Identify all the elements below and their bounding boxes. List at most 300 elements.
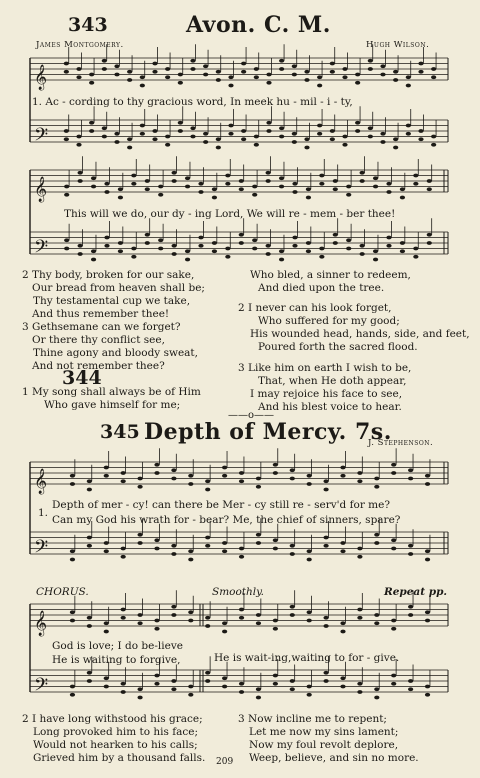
chorus-lyric-c: He is wait-ing,waiting to for - give. <box>214 652 400 664</box>
note-head <box>279 126 284 130</box>
note-head <box>391 463 396 467</box>
note-head <box>152 129 157 133</box>
note-head <box>154 619 159 623</box>
note-head <box>425 610 430 614</box>
note-head <box>266 81 271 85</box>
section-separator: ——o—— <box>228 410 275 421</box>
note-head <box>178 129 183 133</box>
note-head <box>346 238 351 242</box>
note-head <box>78 252 83 256</box>
note-head <box>87 544 92 548</box>
note-head <box>172 252 177 256</box>
note-head <box>368 59 373 63</box>
note-head <box>342 135 347 139</box>
note-head <box>241 62 246 66</box>
note-head <box>140 84 145 88</box>
note-head <box>357 616 362 620</box>
note-head <box>198 190 203 194</box>
note-head <box>340 549 345 553</box>
note-head <box>64 238 69 242</box>
note-head <box>292 182 297 186</box>
note-head <box>121 682 126 686</box>
note-head <box>188 693 193 697</box>
note-head <box>64 185 69 189</box>
verse-line: 2 Thy body, broken for our sake, <box>22 269 195 281</box>
note-head <box>357 608 362 612</box>
note-head <box>104 685 109 689</box>
note-head <box>171 605 176 609</box>
note-head <box>121 616 126 620</box>
note-head <box>393 137 398 141</box>
note-head <box>256 613 261 617</box>
note-head <box>154 471 159 475</box>
note-head <box>228 132 233 136</box>
note-head <box>239 233 244 237</box>
note-head <box>380 140 385 144</box>
note-head <box>64 247 69 251</box>
note-head <box>205 624 210 628</box>
note-head <box>252 185 257 189</box>
note-head <box>145 179 150 183</box>
note-head <box>222 474 227 478</box>
verse-line: His wounded head, hands, side, and feet, <box>250 328 470 340</box>
note-head <box>340 630 345 634</box>
note-head <box>171 679 176 683</box>
note-head <box>64 70 69 74</box>
clef-icon: 𝄢 <box>34 675 49 700</box>
note-head <box>330 137 335 141</box>
note-head <box>87 479 92 483</box>
note-head <box>171 552 176 556</box>
note-head <box>239 479 244 483</box>
note-head <box>239 187 244 191</box>
note-head <box>323 536 328 540</box>
note-head <box>241 129 246 133</box>
note-head <box>171 477 176 481</box>
note-head <box>360 244 365 248</box>
note-head <box>127 137 132 141</box>
note-head <box>239 555 244 559</box>
chorus-lyric-b: He is waiting to forgive, <box>52 654 181 666</box>
note-head <box>408 552 413 556</box>
note-head <box>306 241 311 245</box>
note-head <box>76 75 81 79</box>
note-head <box>87 536 92 540</box>
note-head <box>102 59 107 63</box>
note-head <box>91 185 96 189</box>
note-head <box>290 468 295 472</box>
verse-line: Our bread from heaven shall be; <box>32 282 205 294</box>
verse-line: 3 Now incline me to repent; <box>238 713 387 725</box>
note-head <box>279 176 284 180</box>
note-head <box>290 477 295 481</box>
note-head <box>104 474 109 478</box>
note-head <box>76 67 81 71</box>
note-head <box>400 241 405 245</box>
note-head <box>400 249 405 253</box>
note-head <box>380 64 385 68</box>
note-head <box>118 187 123 191</box>
hymn-343-title <box>186 12 331 38</box>
hymn-345-stanza-number: 1. <box>38 507 49 519</box>
note-head <box>239 471 244 475</box>
note-head <box>431 75 436 79</box>
note-head <box>386 236 391 240</box>
hymn-343-music-credit: Hugh Wilson. <box>366 40 430 50</box>
note-head <box>216 146 221 150</box>
note-head <box>104 182 109 186</box>
note-head <box>418 129 423 133</box>
note-head <box>323 624 328 628</box>
note-head <box>70 685 75 689</box>
note-head <box>137 485 142 489</box>
note-head <box>427 233 432 237</box>
note-head <box>427 187 432 191</box>
note-head <box>355 121 360 125</box>
hymn-345-verses-right <box>238 713 419 765</box>
note-head <box>114 140 119 144</box>
hymn-345-lyric-a: Depth of mer - cy! can there be Mer - cy still re - serv'd for me? <box>52 499 390 511</box>
note-head <box>256 687 261 691</box>
note-head <box>104 676 109 680</box>
note-head <box>340 676 345 680</box>
note-head <box>425 619 430 623</box>
note-head <box>408 613 413 617</box>
note-head <box>158 238 163 242</box>
note-head <box>190 135 195 139</box>
note-head <box>212 241 217 245</box>
verse-line: 2 I never can his look forget, <box>238 302 392 314</box>
note-head <box>333 233 338 237</box>
note-head <box>102 126 107 130</box>
note-head <box>158 185 163 189</box>
note-head <box>319 182 324 186</box>
clef-icon: 𝄞 <box>34 611 48 636</box>
note-head <box>104 466 109 470</box>
note-head <box>188 474 193 478</box>
note-head <box>185 185 190 189</box>
note-head <box>357 471 362 475</box>
note-head <box>64 137 69 141</box>
note-head <box>431 135 436 139</box>
note-head <box>408 544 413 548</box>
note-head <box>225 182 230 186</box>
hymn-345-title <box>144 419 392 445</box>
note-head <box>266 73 271 77</box>
note-head <box>290 613 295 617</box>
note-head <box>357 479 362 483</box>
note-head <box>121 555 126 559</box>
note-head <box>158 247 163 251</box>
note-head <box>355 129 360 133</box>
note-head <box>290 544 295 548</box>
hymn-345-verses-left <box>22 713 205 765</box>
note-head <box>406 84 411 88</box>
note-head <box>279 258 284 262</box>
note-head <box>252 238 257 242</box>
clef-icon: 𝄢 <box>34 537 49 562</box>
note-head <box>391 682 396 686</box>
verse-line: That, when He doth appear, <box>258 375 407 387</box>
note-head <box>391 471 396 475</box>
note-head <box>400 187 405 191</box>
note-head <box>104 621 109 625</box>
note-head <box>346 247 351 251</box>
verse-line: Long provoked him to his face; <box>33 726 198 738</box>
note-head <box>307 482 312 486</box>
note-head <box>188 482 193 486</box>
note-head <box>87 679 92 683</box>
note-head <box>273 471 278 475</box>
note-head <box>413 255 418 259</box>
note-head <box>408 679 413 683</box>
note-head <box>87 671 92 675</box>
note-head <box>266 129 271 133</box>
note-head <box>145 233 150 237</box>
note-head <box>205 544 210 548</box>
note-head <box>190 126 195 130</box>
note-head <box>205 536 210 540</box>
hymn-345-music-credit: J. Stephenson. <box>368 438 434 448</box>
note-head <box>241 70 246 74</box>
note-head <box>91 249 96 253</box>
note-head <box>292 190 297 194</box>
note-head <box>203 132 208 136</box>
note-head <box>413 174 418 178</box>
note-head <box>172 244 177 248</box>
note-head <box>165 67 170 71</box>
note-head <box>137 533 142 537</box>
hymn-345-meter: 7s. <box>355 419 392 445</box>
note-head <box>225 174 230 178</box>
note-head <box>393 70 398 74</box>
verse-line: And thus remember thee! <box>32 308 170 320</box>
note-head <box>279 185 284 189</box>
clef-icon: 𝄢 <box>34 237 49 262</box>
note-head <box>241 137 246 141</box>
note-head <box>323 671 328 675</box>
verse-line: Weep, believe, and sin no more. <box>249 752 419 764</box>
note-head <box>279 59 284 63</box>
note-head <box>178 121 183 125</box>
note-head <box>171 613 176 617</box>
note-head <box>254 135 259 139</box>
note-head <box>431 143 436 147</box>
note-head <box>239 608 244 612</box>
note-head <box>400 196 405 200</box>
note-head <box>78 171 83 175</box>
note-head <box>104 244 109 248</box>
note-head <box>406 132 411 136</box>
note-head <box>323 488 328 492</box>
note-head <box>70 693 75 697</box>
note-head <box>374 477 379 481</box>
note-head <box>360 171 365 175</box>
note-head <box>427 241 432 245</box>
note-head <box>307 474 312 478</box>
note-head <box>306 249 311 253</box>
note-head <box>333 179 338 183</box>
note-head <box>205 479 210 483</box>
note-head <box>137 696 142 700</box>
note-head <box>131 182 136 186</box>
note-head <box>342 67 347 71</box>
note-head <box>222 676 227 680</box>
note-head <box>391 619 396 623</box>
verse-line: Would not hearken to his calls; <box>33 739 198 751</box>
note-head <box>307 619 312 623</box>
note-head <box>292 236 297 240</box>
verse-line: I may rejoice his face to see, <box>250 388 403 400</box>
hymn-344-verse <box>22 386 201 412</box>
note-head <box>425 693 430 697</box>
note-head <box>333 241 338 245</box>
verse-line: Now my foul revolt deplore, <box>249 739 399 751</box>
verse-line: 2 I have long withstood his grace; <box>22 713 203 725</box>
note-head <box>131 174 136 178</box>
note-head <box>89 81 94 85</box>
note-head <box>273 463 278 467</box>
note-head <box>64 62 69 66</box>
note-head <box>323 616 328 620</box>
note-head <box>256 541 261 545</box>
note-head <box>304 78 309 82</box>
hymn-344-number: 344 <box>62 367 102 389</box>
note-head <box>121 479 126 483</box>
note-head <box>154 463 159 467</box>
hymn-345-lyric-b: Can my God his wrath for - bear? Me, the chief of sinners, spare? <box>52 514 401 526</box>
hymn-343-lyric-line-1: 1. Ac - cording to thy gracious word, In meek hu - mil - i - ty, <box>32 96 353 108</box>
note-head <box>391 627 396 631</box>
note-head <box>89 129 94 133</box>
note-head <box>228 124 233 128</box>
note-head <box>273 627 278 631</box>
note-head <box>266 121 271 125</box>
note-head <box>203 140 208 144</box>
note-head <box>222 685 227 689</box>
note-head <box>408 468 413 472</box>
note-head <box>256 485 261 489</box>
chorus-lyric-a: God is love; I do be-lieve <box>52 640 183 652</box>
verse-line: Who suffered for my good; <box>258 315 400 327</box>
note-head <box>368 67 373 71</box>
note-head <box>273 547 278 551</box>
note-head <box>292 244 297 248</box>
note-head <box>185 176 190 180</box>
note-head <box>319 255 324 259</box>
note-head <box>222 621 227 625</box>
hymn-343-lyric-line-2: This will we do, our dy - ing Lord, We will re - mem - ber thee! <box>64 208 396 220</box>
verse-line: Let me now my sins lament; <box>249 726 399 738</box>
verse-line: 3 Gethsemane can we forget? <box>22 321 181 333</box>
note-head <box>171 544 176 548</box>
note-head <box>306 187 311 191</box>
note-head <box>373 258 378 262</box>
note-head <box>127 70 132 74</box>
note-head <box>393 146 398 150</box>
hymn-343-verses-right <box>238 269 470 414</box>
note-head <box>346 193 351 197</box>
note-head <box>89 73 94 77</box>
note-head <box>386 182 391 186</box>
note-head <box>76 135 81 139</box>
note-head <box>172 171 177 175</box>
verse-line: Thine agony and bloody sweat, <box>33 347 198 359</box>
note-head <box>374 533 379 537</box>
note-head <box>380 73 385 77</box>
note-head <box>114 132 119 136</box>
note-head <box>306 196 311 200</box>
note-head <box>290 605 295 609</box>
note-head <box>357 682 362 686</box>
note-head <box>279 135 284 139</box>
note-head <box>266 171 271 175</box>
note-head <box>188 610 193 614</box>
note-head <box>140 75 145 79</box>
note-head <box>104 190 109 194</box>
note-head <box>212 187 217 191</box>
note-head <box>292 140 297 144</box>
note-head <box>154 547 159 551</box>
hymn-343-meter: C. M. <box>263 12 331 38</box>
note-head <box>145 241 150 245</box>
note-head <box>121 690 126 694</box>
note-head <box>346 185 351 189</box>
note-head <box>360 179 365 183</box>
note-head <box>118 241 123 245</box>
note-head <box>131 255 136 259</box>
verse-line: Thy testamental cup we take, <box>33 295 191 307</box>
note-head <box>87 616 92 620</box>
note-head <box>256 621 261 625</box>
note-head <box>70 474 75 478</box>
note-head <box>254 143 259 147</box>
note-head <box>91 258 96 262</box>
note-head <box>413 247 418 251</box>
note-head <box>78 179 83 183</box>
note-head <box>154 682 159 686</box>
note-head <box>131 247 136 251</box>
note-head <box>165 143 170 147</box>
note-head <box>290 687 295 691</box>
note-head <box>137 477 142 481</box>
note-head <box>374 696 379 700</box>
note-head <box>239 682 244 686</box>
note-head <box>307 685 312 689</box>
note-head <box>121 547 126 551</box>
note-head <box>408 477 413 481</box>
chorus-label: CHORUS. <box>36 586 89 598</box>
note-head <box>317 75 322 79</box>
note-head <box>252 247 257 251</box>
note-head <box>317 124 322 128</box>
note-head <box>292 132 297 136</box>
note-head <box>203 73 208 77</box>
note-head <box>70 558 75 562</box>
note-head <box>273 619 278 623</box>
note-head <box>212 249 217 253</box>
note-head <box>290 552 295 556</box>
note-head <box>178 81 183 85</box>
note-head <box>104 541 109 545</box>
note-head <box>256 477 261 481</box>
note-head <box>121 608 126 612</box>
note-head <box>239 179 244 183</box>
note-head <box>307 549 312 553</box>
note-head <box>140 124 145 128</box>
hymn-343-number: 343 <box>68 14 108 36</box>
note-head <box>307 610 312 614</box>
